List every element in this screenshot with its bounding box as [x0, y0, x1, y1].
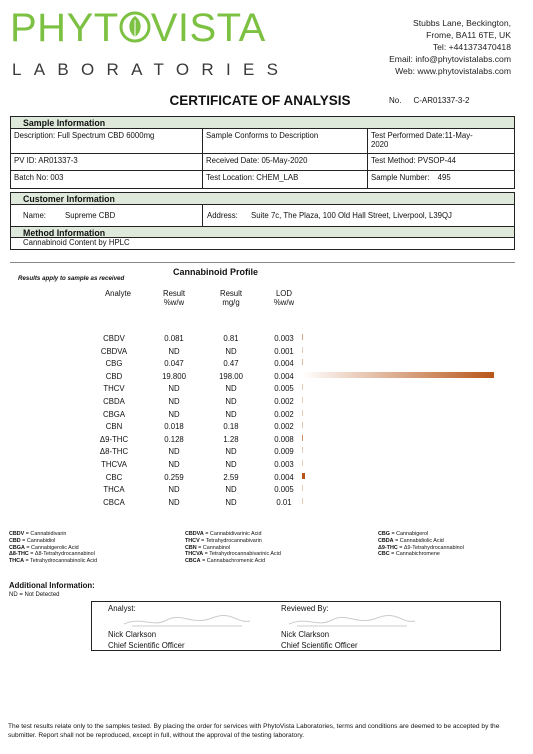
web-line[interactable]: Web: www.phytovistalabs.com	[395, 66, 511, 76]
abbreviation-code: CBG	[378, 531, 390, 537]
analyte-cell: CBN	[105, 422, 123, 432]
abbreviation-item	[185, 538, 281, 545]
reviewer-info	[281, 629, 358, 651]
abbreviation-meaning: = Cannabigerol	[389, 531, 429, 537]
result-bar	[302, 460, 303, 466]
analyte-cell: Δ9-THC	[99, 434, 129, 444]
lod-cell: 0.002	[274, 409, 294, 419]
lod-cell: 0.002	[274, 397, 294, 406]
result-mg-cell: 198.00	[219, 371, 243, 381]
abbreviation-code: THCA	[9, 558, 24, 565]
method-text: Cannabinoid Content by HPLC	[23, 238, 130, 247]
abbreviation-item	[378, 551, 464, 558]
result-pct-cell: ND	[168, 346, 180, 356]
abbreviation-code: CBC	[378, 551, 390, 558]
logo-subtitle: LABORATORIES	[12, 60, 291, 79]
test-method: Test Method: PVSOP-44	[371, 156, 456, 165]
abbreviation-meaning: = Cannabachromenic Acid	[200, 558, 266, 565]
table-row	[0, 410, 533, 423]
result-bar	[302, 422, 303, 428]
result-pct-cell: 0.081	[164, 334, 184, 343]
lod-cell: 0.003	[274, 334, 294, 343]
result-bar	[302, 359, 303, 365]
logo-text-start: PHYT	[10, 6, 119, 50]
lod-cell: 0.008	[274, 434, 294, 444]
customer-heading: Customer Information	[11, 193, 514, 205]
abbreviation-code: CBDVA	[185, 531, 204, 537]
analyst-title: Chief Scientific Officer	[108, 641, 185, 650]
result-bar	[302, 410, 303, 416]
analyte-header: Analyte	[104, 289, 131, 298]
result-mg-cell: 0.81	[223, 334, 239, 343]
analyte-cell: CBD	[105, 371, 123, 381]
result-mg-cell: ND	[225, 497, 237, 507]
table-row	[0, 422, 533, 435]
received-date: Received Date: 05-May-2020	[203, 154, 368, 170]
result-bar	[302, 485, 303, 491]
table-row	[0, 435, 533, 448]
pv-id: PV ID: AR01337-3	[11, 154, 203, 170]
abbreviation-item	[185, 551, 281, 558]
additional-info-heading: Additional Information:	[9, 581, 95, 590]
lod-cell: 0.003	[274, 460, 294, 469]
result-mg-cell: 2.59	[223, 472, 239, 482]
abbreviation-item	[378, 545, 464, 552]
result-pct-cell: ND	[168, 409, 180, 419]
result-bar	[302, 372, 494, 378]
result-pct-cell: 0.047	[164, 359, 184, 369]
certificate-number	[389, 96, 469, 105]
lod-cell: 0.001	[274, 346, 294, 356]
result-mg-cell: ND	[225, 447, 237, 457]
test-performed-date	[368, 129, 514, 153]
analyte-cell: CBDA	[103, 397, 125, 406]
table-row	[0, 498, 533, 511]
abbreviation-item	[185, 545, 281, 552]
abbreviation-item	[378, 538, 464, 545]
signature-box	[91, 601, 501, 651]
cannabinoid-table	[0, 334, 533, 514]
abbreviation-meaning: = Cannabidivarinic Acid	[203, 531, 262, 537]
nd-note: ND = Not Detected	[9, 592, 60, 598]
abbreviations-legend	[9, 531, 524, 571]
address-line: Frome, BA11 6TE, UK	[426, 30, 511, 40]
result-pct-cell: ND	[168, 497, 180, 507]
result-pct-cell: ND	[168, 485, 180, 495]
sample-number-value: 495	[437, 173, 451, 182]
divider	[10, 262, 515, 263]
lod-cell: 0.01	[276, 497, 292, 507]
analyst-info	[108, 629, 185, 651]
leaf-logo-icon	[119, 10, 151, 44]
abbreviation-code: THCV	[185, 537, 200, 544]
results-note: Results apply to sample as received	[18, 275, 125, 282]
customer-information-section	[10, 192, 515, 250]
sample-conforms: Sample Conforms to Description	[203, 129, 368, 153]
result-mg-header	[207, 289, 255, 307]
abbreviation-meaning: = Cannabinol	[196, 544, 231, 551]
result-bar	[302, 334, 303, 340]
result-pct-cell: ND	[168, 460, 180, 469]
header-line: %w/w	[273, 298, 295, 307]
result-bar	[302, 498, 303, 504]
company-address	[389, 17, 511, 77]
reviewer-title: Chief Scientific Officer	[281, 641, 358, 650]
logo-text-end: VISTA	[150, 6, 266, 50]
result-pct-cell: ND	[168, 397, 180, 406]
analyst-signature	[122, 612, 252, 630]
lod-cell: 0.004	[274, 472, 294, 482]
sample-description: Description: Full Spectrum CBD 6000mg	[11, 129, 203, 153]
result-mg-cell: ND	[225, 397, 237, 406]
abbr-column	[9, 531, 97, 565]
result-mg-cell: 0.47	[223, 359, 239, 369]
abbreviation-meaning: = Δ8-Tetrahydrocannabinol	[28, 551, 95, 558]
analyte-cell: CBDVA	[100, 346, 128, 356]
sample-heading: Sample Information	[11, 117, 514, 129]
customer-name-label: Name:	[23, 211, 46, 220]
abbreviation-code: Δ8-THC	[9, 551, 29, 558]
address-line: Stubbs Lane, Beckington,	[413, 18, 511, 28]
sample-number	[368, 171, 514, 188]
analyte-cell: THCA	[103, 485, 125, 495]
method-heading: Method Information	[11, 227, 514, 238]
test-date-line: Test Performed Date:11-May-	[371, 131, 473, 140]
abbreviation-code: CBD	[9, 537, 21, 544]
abbreviation-item	[9, 558, 97, 565]
result-bar	[302, 447, 303, 453]
result-pct-cell: 0.128	[164, 434, 184, 444]
document-title: CERTIFICATE OF ANALYSIS	[169, 93, 351, 108]
abbreviation-code: Δ9-THC	[378, 544, 398, 551]
result-bar	[302, 473, 305, 479]
customer-name: Supreme CBD	[65, 211, 116, 220]
profile-title: Cannabinoid Profile	[173, 267, 259, 277]
result-mg-cell: ND	[225, 384, 237, 394]
reviewer-signature	[287, 612, 417, 630]
header-line: mg/g	[222, 298, 240, 307]
sample-number-label: Sample Number:	[371, 173, 430, 182]
table-row	[0, 384, 533, 397]
abbreviation-item	[9, 545, 97, 552]
result-mg-cell: 1.28	[223, 434, 239, 444]
result-mg-cell: ND	[225, 409, 237, 419]
table-row	[0, 372, 533, 385]
result-pct-cell: 0.259	[164, 472, 184, 482]
analyst-name: Nick Clarkson	[108, 630, 157, 639]
abbreviation-meaning: = Cannabidivarin	[24, 531, 67, 537]
header-line: Result	[162, 289, 186, 298]
phone-line: Tel: +441373470418	[432, 42, 511, 52]
result-bar	[302, 384, 303, 390]
customer-address-label: Address:	[207, 211, 238, 220]
lod-header	[260, 289, 308, 307]
abbreviation-item	[378, 531, 464, 538]
batch-number: Batch No: 003	[11, 171, 203, 188]
footer-disclaimer: The test results relate only to the samples tested. By placing the order for services with PhytoVista Laboratories, terms and conditions are deemed to be accepted by the submitter. Report shall not be reproduced, except in full, without the approval of the testing laboratory.	[8, 723, 500, 739]
abbreviation-code: CBDV	[9, 531, 25, 537]
abbreviation-code: CBN	[185, 544, 197, 551]
abbr-column	[185, 531, 281, 565]
result-bar	[302, 347, 303, 353]
table-row	[0, 473, 533, 486]
abbreviation-item	[185, 531, 281, 538]
reviewer-label: Reviewed By:	[281, 604, 329, 613]
abbreviation-meaning: = Cannabidiol	[20, 537, 56, 544]
analyte-cell: THCVA	[101, 460, 127, 469]
cert-no-label: No.	[389, 96, 402, 105]
result-pct-header	[150, 289, 198, 307]
analyst-label: Analyst:	[108, 604, 136, 613]
lod-cell: 0.005	[274, 485, 294, 495]
analyte-cell: Δ8-THC	[99, 447, 129, 457]
lod-cell: 0.004	[274, 371, 294, 381]
lod-cell: 0.005	[274, 384, 294, 394]
result-mg-cell: 0.18	[223, 422, 239, 432]
table-row	[0, 334, 533, 347]
test-location: Test Location: CHEM_LAB	[203, 171, 368, 188]
cert-no-value: C-AR01337-3-2	[413, 96, 470, 105]
abbreviation-meaning: = Cannabidiolic Acid	[393, 537, 444, 544]
analyte-cell: THCV	[103, 384, 125, 394]
table-row	[0, 460, 533, 473]
lod-cell: 0.009	[274, 447, 294, 457]
result-bar	[302, 397, 303, 403]
analyte-cell: CBGA	[102, 409, 126, 419]
abbr-column	[378, 531, 464, 558]
result-mg-cell: ND	[225, 460, 237, 469]
abbreviation-meaning: = Δ9-Tetrahydrocannabinol	[397, 544, 464, 551]
abbreviation-meaning: = Tetrahydrocannabinolic Acid	[23, 558, 98, 565]
table-row	[0, 485, 533, 498]
analyte-cell: CBCA	[103, 497, 125, 507]
result-bar	[302, 435, 303, 441]
header-line: Result	[219, 289, 243, 298]
abbreviation-code: CBCA	[185, 558, 201, 565]
abbreviation-code: THCVA	[185, 551, 204, 558]
test-date-line: 2020	[371, 140, 389, 149]
lod-cell: 0.004	[274, 359, 294, 369]
analyte-cell: CBC	[105, 472, 123, 482]
abbreviation-meaning: = Tetrahydrocannabivarinic Acid	[203, 551, 281, 558]
table-row	[0, 397, 533, 410]
company-logo	[10, 6, 266, 50]
table-row	[0, 359, 533, 372]
result-pct-cell: 0.018	[164, 422, 184, 432]
customer-address: Suite 7c, The Plaza, 100 Old Hall Street, Liverpool, L39QJ	[251, 211, 452, 220]
result-pct-cell: ND	[168, 384, 180, 394]
analyte-cell: CBG	[105, 359, 123, 369]
result-mg-cell: ND	[225, 485, 237, 495]
result-pct-cell: ND	[168, 447, 180, 457]
header-line: %w/w	[163, 298, 185, 307]
abbreviation-meaning: = Cannabigerolic Acid	[24, 544, 79, 551]
abbreviation-meaning: = Tetrahydrocannabivarin	[199, 537, 262, 544]
abbreviation-item	[185, 558, 281, 565]
abbreviation-meaning: = Cannabichromene	[389, 551, 440, 558]
header-line: LOD	[275, 289, 293, 298]
table-row	[0, 447, 533, 460]
email-line[interactable]: Email: info@phytovistalabs.com	[389, 54, 511, 64]
abbreviation-code: CBGA	[9, 544, 25, 551]
result-mg-cell: ND	[225, 346, 237, 356]
abbreviation-item	[9, 538, 97, 545]
sample-information-section	[10, 116, 515, 189]
table-row	[0, 347, 533, 360]
abbreviation-code: CBDA	[378, 537, 394, 544]
abbreviation-item	[9, 551, 97, 558]
reviewer-name: Nick Clarkson	[281, 630, 330, 639]
result-pct-cell: 19.800	[162, 371, 186, 381]
lod-cell: 0.002	[274, 422, 294, 432]
analyte-cell: CBDV	[103, 334, 125, 343]
abbreviation-item	[9, 531, 97, 538]
